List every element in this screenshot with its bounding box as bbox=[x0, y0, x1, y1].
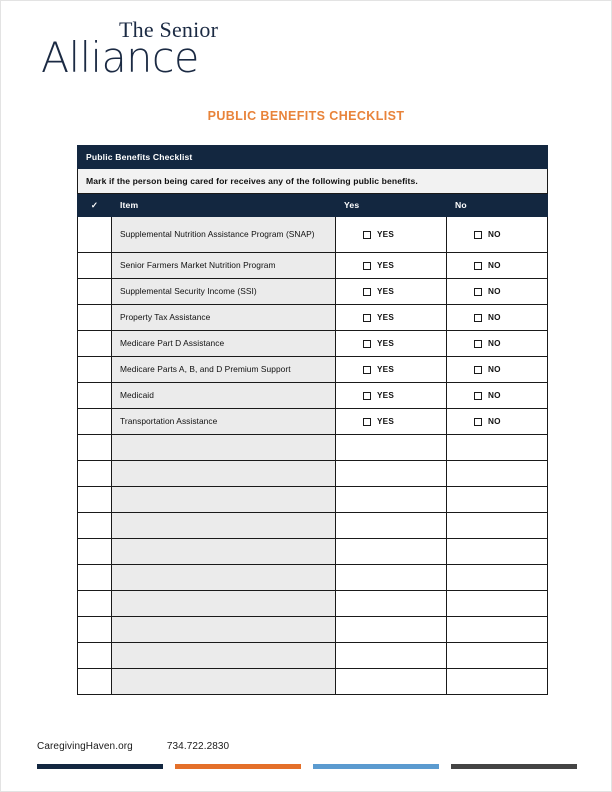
row-item-label: Transportation Assistance bbox=[112, 409, 336, 435]
table-column-header-row bbox=[78, 194, 548, 217]
yes-checkbox-label: YES bbox=[377, 339, 394, 348]
row-check-cell[interactable] bbox=[78, 357, 112, 383]
logo-the-senior-text: The Senior bbox=[119, 17, 219, 42]
logo-alliance-text: Alliance bbox=[41, 33, 199, 82]
no-checkbox-icon-group[interactable] bbox=[474, 313, 501, 322]
table-row bbox=[78, 513, 548, 539]
row-yes-cell[interactable] bbox=[336, 331, 447, 357]
yes-checkbox-icon[interactable] bbox=[363, 340, 371, 348]
logo bbox=[41, 17, 281, 81]
yes-checkbox-icon[interactable] bbox=[363, 288, 371, 296]
row-check-cell[interactable] bbox=[78, 435, 112, 461]
row-item-label: Medicare Part D Assistance bbox=[112, 331, 336, 357]
row-check-cell[interactable] bbox=[78, 279, 112, 305]
row-no-cell bbox=[447, 539, 548, 565]
footer-contact bbox=[37, 741, 229, 752]
footer-bar-3 bbox=[313, 764, 439, 769]
no-checkbox-label: NO bbox=[488, 261, 501, 270]
table-row bbox=[78, 331, 548, 357]
row-yes-cell[interactable] bbox=[336, 279, 447, 305]
table-row bbox=[78, 565, 548, 591]
footer-bar-4 bbox=[451, 764, 577, 769]
row-no-cell[interactable] bbox=[447, 279, 548, 305]
no-checkbox-label: NO bbox=[488, 365, 501, 374]
no-checkbox-label: NO bbox=[488, 391, 501, 400]
row-check-cell[interactable] bbox=[78, 409, 112, 435]
no-checkbox-label: NO bbox=[488, 339, 501, 348]
no-checkbox-icon[interactable] bbox=[474, 392, 482, 400]
row-check-cell[interactable] bbox=[78, 331, 112, 357]
table-row bbox=[78, 253, 548, 279]
footer-bar-2 bbox=[175, 764, 301, 769]
row-no-cell bbox=[447, 565, 548, 591]
row-check-cell[interactable] bbox=[78, 513, 112, 539]
table-row bbox=[78, 217, 548, 253]
row-yes-cell[interactable] bbox=[336, 409, 447, 435]
row-check-cell[interactable] bbox=[78, 591, 112, 617]
row-item-label: Senior Farmers Market Nutrition Program bbox=[112, 253, 336, 279]
row-item-label: Supplemental Nutrition Assistance Program (SNAP) bbox=[112, 217, 336, 253]
row-no-cell[interactable] bbox=[447, 217, 548, 253]
yes-checkbox-label: YES bbox=[377, 287, 394, 296]
no-checkbox-icon-group[interactable] bbox=[474, 391, 501, 400]
row-yes-cell[interactable] bbox=[336, 217, 447, 253]
row-yes-cell bbox=[336, 617, 447, 643]
yes-checkbox-icon-group[interactable] bbox=[363, 365, 394, 374]
row-item-label: Medicaid bbox=[112, 383, 336, 409]
no-checkbox-label: NO bbox=[488, 230, 501, 239]
yes-checkbox-label: YES bbox=[377, 417, 394, 426]
row-item-label: Medicare Parts A, B, and D Premium Support bbox=[112, 357, 336, 383]
no-checkbox-icon[interactable] bbox=[474, 231, 482, 239]
yes-checkbox-icon[interactable] bbox=[363, 262, 371, 270]
row-check-cell[interactable] bbox=[78, 217, 112, 253]
table-row bbox=[78, 539, 548, 565]
yes-checkbox-icon[interactable] bbox=[363, 392, 371, 400]
row-no-cell[interactable] bbox=[447, 305, 548, 331]
yes-checkbox-icon-group[interactable] bbox=[363, 417, 394, 426]
row-no-cell bbox=[447, 643, 548, 669]
row-item-label: Supplemental Security Income (SSI) bbox=[112, 279, 336, 305]
row-no-cell[interactable] bbox=[447, 383, 548, 409]
row-no-cell[interactable] bbox=[447, 331, 548, 357]
row-yes-cell bbox=[336, 643, 447, 669]
row-yes-cell bbox=[336, 435, 447, 461]
no-checkbox-icon-group[interactable] bbox=[474, 261, 501, 270]
page-title: PUBLIC BENEFITS CHECKLIST bbox=[207, 109, 405, 123]
row-check-cell[interactable] bbox=[78, 461, 112, 487]
no-checkbox-icon-group[interactable] bbox=[474, 230, 501, 239]
yes-checkbox-icon-group[interactable] bbox=[363, 230, 394, 239]
row-check-cell[interactable] bbox=[78, 487, 112, 513]
yes-checkbox-icon[interactable] bbox=[363, 418, 371, 426]
row-no-cell bbox=[447, 669, 548, 695]
no-checkbox-label: NO bbox=[488, 313, 501, 322]
footer-website[interactable]: CaregivingHaven.org bbox=[37, 741, 133, 752]
row-item-label bbox=[112, 617, 336, 643]
table-band-title-row bbox=[78, 146, 548, 169]
no-checkbox-icon-group[interactable] bbox=[474, 339, 501, 348]
column-header-item: Item bbox=[112, 194, 336, 217]
no-checkbox-icon[interactable] bbox=[474, 418, 482, 426]
row-yes-cell bbox=[336, 513, 447, 539]
no-checkbox-label: NO bbox=[488, 287, 501, 296]
table-instruction: Mark if the person being cared for receives any of the following public benefits. bbox=[78, 169, 548, 194]
row-no-cell[interactable] bbox=[447, 357, 548, 383]
no-checkbox-icon[interactable] bbox=[474, 262, 482, 270]
yes-checkbox-icon[interactable] bbox=[363, 231, 371, 239]
row-item-label bbox=[112, 513, 336, 539]
yes-checkbox-label: YES bbox=[377, 261, 394, 270]
no-checkbox-icon-group[interactable] bbox=[474, 365, 501, 374]
table-row bbox=[78, 617, 548, 643]
table-row bbox=[78, 305, 548, 331]
yes-checkbox-icon-group[interactable] bbox=[363, 391, 394, 400]
row-check-cell[interactable] bbox=[78, 253, 112, 279]
row-yes-cell bbox=[336, 461, 447, 487]
row-yes-cell bbox=[336, 487, 447, 513]
table-row bbox=[78, 409, 548, 435]
no-checkbox-icon-group[interactable] bbox=[474, 287, 501, 296]
table-row bbox=[78, 461, 548, 487]
table-row bbox=[78, 357, 548, 383]
row-item-label bbox=[112, 591, 336, 617]
yes-checkbox-icon[interactable] bbox=[363, 366, 371, 374]
row-item-label bbox=[112, 461, 336, 487]
yes-checkbox-label: YES bbox=[377, 230, 394, 239]
column-header-check: ✓ bbox=[78, 194, 112, 217]
row-check-cell[interactable] bbox=[78, 565, 112, 591]
table-band-title: Public Benefits Checklist bbox=[78, 146, 548, 169]
row-no-cell bbox=[447, 617, 548, 643]
row-yes-cell[interactable] bbox=[336, 253, 447, 279]
table-row bbox=[78, 435, 548, 461]
no-checkbox-icon[interactable] bbox=[474, 340, 482, 348]
row-yes-cell bbox=[336, 591, 447, 617]
row-no-cell bbox=[447, 591, 548, 617]
table-row bbox=[78, 487, 548, 513]
no-checkbox-icon[interactable] bbox=[474, 288, 482, 296]
row-yes-cell bbox=[336, 669, 447, 695]
table-row bbox=[78, 383, 548, 409]
yes-checkbox-icon-group[interactable] bbox=[363, 287, 394, 296]
row-no-cell[interactable] bbox=[447, 253, 548, 279]
row-no-cell bbox=[447, 435, 548, 461]
yes-checkbox-label: YES bbox=[377, 365, 394, 374]
row-check-cell[interactable] bbox=[78, 305, 112, 331]
no-checkbox-icon[interactable] bbox=[474, 314, 482, 322]
no-checkbox-label: NO bbox=[488, 417, 501, 426]
table-row bbox=[78, 591, 548, 617]
footer-bar-1 bbox=[37, 764, 163, 769]
yes-checkbox-icon-group[interactable] bbox=[363, 261, 394, 270]
footer-color-bars bbox=[37, 764, 577, 769]
row-check-cell[interactable] bbox=[78, 617, 112, 643]
row-no-cell bbox=[447, 461, 548, 487]
row-check-cell[interactable] bbox=[78, 669, 112, 695]
row-item-label bbox=[112, 539, 336, 565]
yes-checkbox-label: YES bbox=[377, 391, 394, 400]
footer-phone[interactable]: 734.722.2830 bbox=[166, 741, 230, 752]
yes-checkbox-label: YES bbox=[377, 313, 394, 322]
yes-checkbox-icon[interactable] bbox=[363, 314, 371, 322]
row-item-label bbox=[112, 565, 336, 591]
no-checkbox-icon[interactable] bbox=[474, 366, 482, 374]
row-yes-cell[interactable] bbox=[336, 357, 447, 383]
table-instruction-row bbox=[78, 169, 548, 194]
table-row bbox=[78, 643, 548, 669]
row-check-cell[interactable] bbox=[78, 383, 112, 409]
row-item-label bbox=[112, 435, 336, 461]
table-row bbox=[78, 669, 548, 695]
row-yes-cell bbox=[336, 565, 447, 591]
table-row bbox=[78, 279, 548, 305]
row-yes-cell[interactable] bbox=[336, 383, 447, 409]
row-no-cell bbox=[447, 513, 548, 539]
yes-checkbox-icon-group[interactable] bbox=[363, 339, 394, 348]
row-item-label bbox=[112, 487, 336, 513]
column-header-yes: Yes bbox=[336, 194, 447, 217]
row-item-label bbox=[112, 643, 336, 669]
row-item-label bbox=[112, 669, 336, 695]
row-yes-cell[interactable] bbox=[336, 305, 447, 331]
row-check-cell[interactable] bbox=[78, 643, 112, 669]
row-yes-cell bbox=[336, 539, 447, 565]
row-no-cell[interactable] bbox=[447, 409, 548, 435]
yes-checkbox-icon-group[interactable] bbox=[363, 313, 394, 322]
public-benefits-checklist-table bbox=[77, 145, 548, 695]
row-no-cell bbox=[447, 487, 548, 513]
column-header-no: No bbox=[447, 194, 548, 217]
no-checkbox-icon-group[interactable] bbox=[474, 417, 501, 426]
row-item-label: Property Tax Assistance bbox=[112, 305, 336, 331]
row-check-cell[interactable] bbox=[78, 539, 112, 565]
